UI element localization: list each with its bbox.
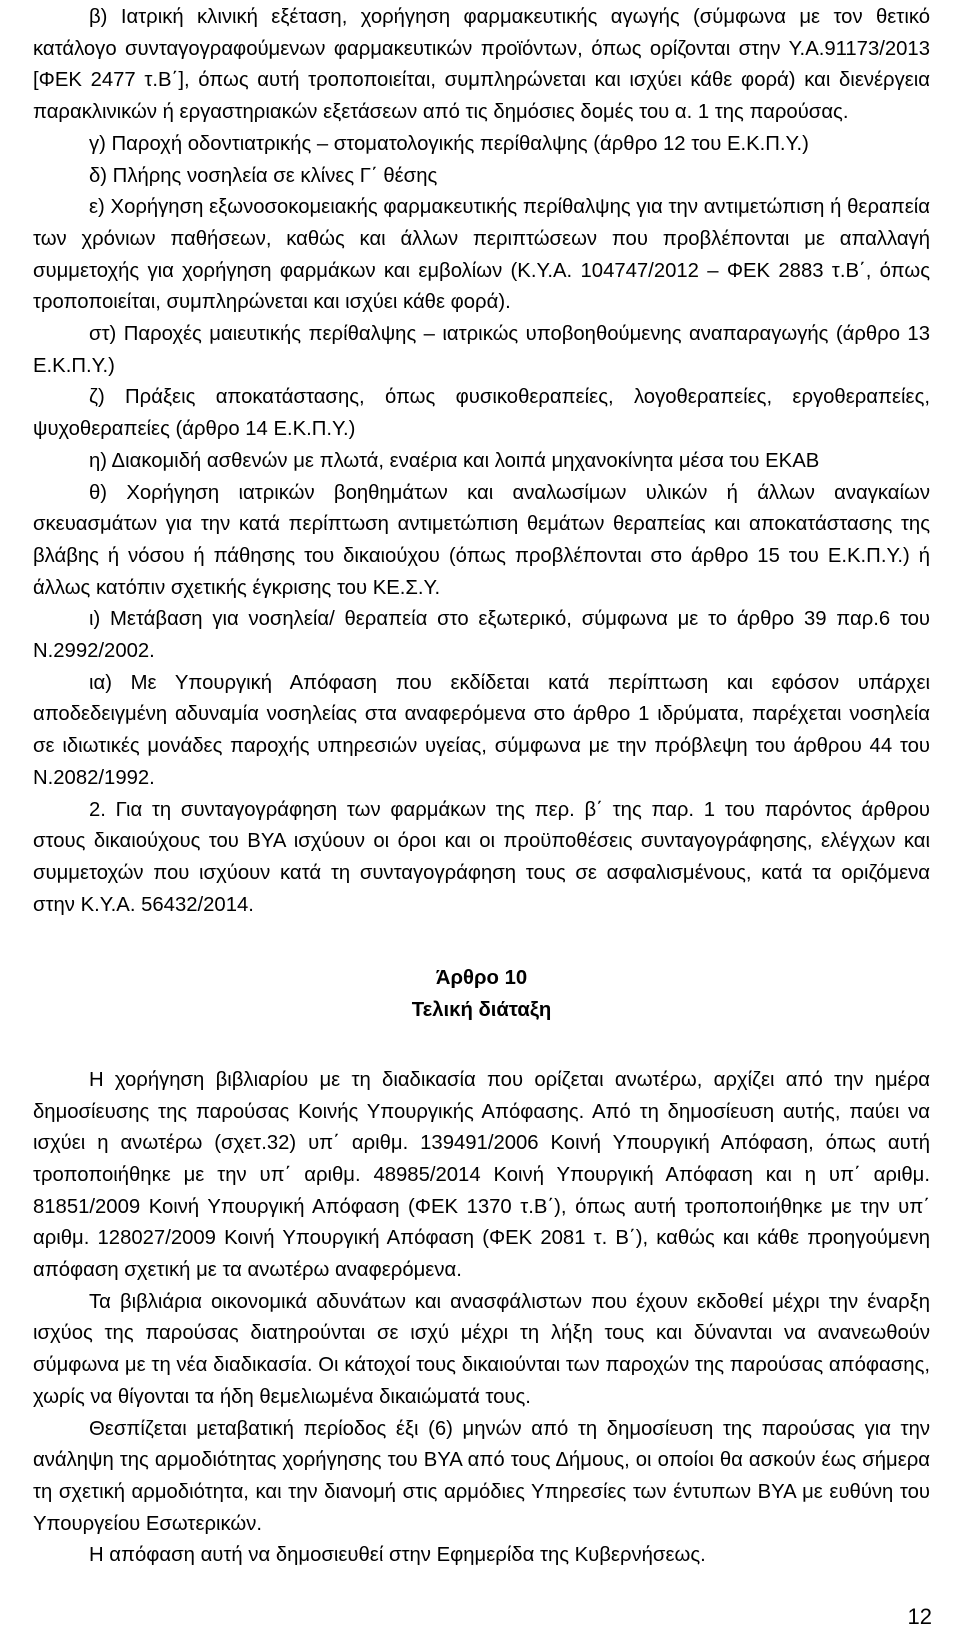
- item-iota: ι) Μετάβαση για νοσηλεία/ θεραπεία στο εξωτερικό, σύμφωνα με το άρθρο 39 παρ.6 του Ν.2992/2002.: [33, 608, 930, 663]
- article-paragraph: Τα βιβλιάρια οικονομικά αδυνάτων και ανασφάλιστων που έχουν εκδοθεί μέχρι την έναρξη ισχύος της παρούσας διατηρούνται σε ισχύ μέχρι τη λήξη τους και δύνανται να ανανεωθούν σύμφωνα με τη νέα διαδικασία. Οι κάτοχοί τους δικαιούνται των παροχών της παρούσας απόφασης, χωρίς να θίγονται τα ήδη θεμελιωμένα δικαιώματά τους.: [33, 1290, 930, 1408]
- item-delta: δ) Πλήρης νοσηλεία σε κλίνες Γ΄ θέσης: [89, 164, 438, 187]
- item-beta: β) Ιατρική κλινική εξέταση, χορήγηση φαρμακευτικής αγωγής (σύμφωνα με τον θετικό κατάλογο συνταγογραφούμενων φαρμακευτικών προϊόντων, όπως ορίζονται στην Υ.Α.91173/2013 [ΦΕΚ 2477 τ.Β΄], όπως αυτή τροποποιείται, συμπληρώνεται και ισχύει κάθε φορά) και διενέργεια παρακλινικών ή εργαστηριακών εξετάσεων από τις δημόσιες δομές του α. 1 της παρούσας.: [33, 6, 930, 124]
- paragraph-2: 2. Για τη συνταγογράφηση των φαρμάκων της περ. β΄ της παρ. 1 του παρόντος άρθρου στους δικαιούχους του ΒΥΑ ισχύουν οι όροι και οι προϋποθέσεις συνταγογράφησης, ελέγχων και συμμετοχών που ισχύουν κατά τη συνταγογράφηση τους σε ασφαλισμένους, κατά τα οριζόμενα στην Κ.Υ.Α. 56432/2014.: [33, 798, 930, 916]
- article-paragraph: Θεσπίζεται μεταβατική περίοδος έξι (6) μηνών από τη δημοσίευση της παρούσας για την ανάληψη της αρμοδιότητας χορήγησης του ΒΥΑ από τους Δήμους, οι οποίοι θα ασκούν έως σήμερα τη σχετική αρμοδιότητα, και την διανομή στις αρμόδιες Υπηρεσίες των έντυπων ΒΥΑ με ευθύνη του Υπουργείου Εσωτερικών.: [33, 1417, 930, 1535]
- item-eta: η) Διακομιδή ασθενών με πλωτά, εναέρια και λοιπά μηχανοκίνητα μέσα του ΕΚΑΒ: [89, 449, 820, 472]
- article-paragraph: Η χορήγηση βιβλιαρίου με τη διαδικασία που ορίζεται ανωτέρω, αρχίζει από την ημέρα δημοσίευσης της παρούσας Κοινής Υπουργικής Απόφασης. Από τη δημοσίευση αυτής, παύει να ισχύει η ανωτέρω (σχετ.32) υπ΄ αριθμ. 139491/2006 Κοινή Υπουργική Απόφαση, όπως αυτή τροποποιήθηκε με την υπ΄ αριθμ. 48985/2014 Κοινή Υπουργική Απόφαση και η υπ΄ αριθμ. 81851/2009 Κοινή Υπουργική Απόφαση (ΦΕΚ 1370 τ.Β΄), όπως αυτή τροποποιήθηκε με την υπ΄ αριθμ. 128027/2009 Κοινή Υπουργική Απόφαση (ΦΕΚ 2081 τ. Β΄), καθώς και κάθε προηγούμενη απόφαση σχετική με τα ανωτέρω αναφερόμενα.: [33, 1068, 930, 1282]
- item-gamma: γ) Παροχή οδοντιατρικής – στοματολογικής περίθαλψης (άρθρο 12 του Ε.Κ.Π.Υ.): [89, 132, 809, 155]
- item-iota-alpha: ια) Με Υπουργική Απόφαση που εκδίδεται κατά περίπτωση και εφόσον υπάρχει αποδεδειγμένη αδυναμία νοσηλείας στα αναφερόμενα στο άρθρο 1 ιδρύματα, παρέχεται νοσηλεία σε ιδιωτικές μονάδες παροχής υπηρεσιών υγείας, σύμφωνα με την πρόβλεψη του άρθρου 44 του Ν.2082/1992.: [33, 671, 930, 789]
- article-number: Άρθρο 10: [435, 967, 528, 990]
- article-title: Τελική διάταξη: [411, 999, 552, 1022]
- document-body: [33, 2, 930, 1572]
- item-zeta: ζ) Πράξεις αποκατάστασης, όπως φυσικοθεραπείες, λογοθεραπείες, εργοθεραπείες, ψυχοθεραπείες (άρθρο 14 Ε.Κ.Π.Υ.): [33, 386, 930, 441]
- article-paragraph: Η απόφαση αυτή να δημοσιευθεί στην Εφημερίδα της Κυβερνήσεως.: [89, 1544, 706, 1567]
- item-theta: θ) Χορήγηση ιατρικών βοηθημάτων και αναλωσίμων υλικών ή άλλων αναγκαίων σκευασμάτων για την κατά περίπτωση αντιμετώπιση θεμάτων θεραπείας και αποκατάστασης της βλάβης ή νόσου ή πάθησης του δικαιούχου (όπως προβλέπονται στο άρθρο 15 του Ε.Κ.Π.Υ.) ή άλλως κατόπιν σχετικής έγκρισης του ΚΕ.Σ.Υ.: [33, 481, 930, 599]
- item-epsilon: ε) Χορήγηση εξωνοσοκομειακής φαρμακευτικής περίθαλψης για την αντιμετώπιση ή θεραπεία των χρόνιων παθήσεων, καθώς και άλλων περιπτώσεων που προβλέπονται με απαλλαγή συμμετοχής για χορήγηση φαρμάκων και εμβολίων (Κ.Υ.Α. 104747/2012 – ΦΕΚ 2883 τ.Β΄, όπως τροποποιείται, συμπληρώνεται και ισχύει κάθε φορά).: [33, 196, 930, 314]
- item-st: στ) Παροχές μαιευτικής περίθαλψης – ιατρικώς υποβοηθούμενης αναπαραγωγής (άρθρο 13 Ε.Κ.Π.Υ.): [33, 323, 930, 377]
- page-number: 12: [907, 1604, 932, 1629]
